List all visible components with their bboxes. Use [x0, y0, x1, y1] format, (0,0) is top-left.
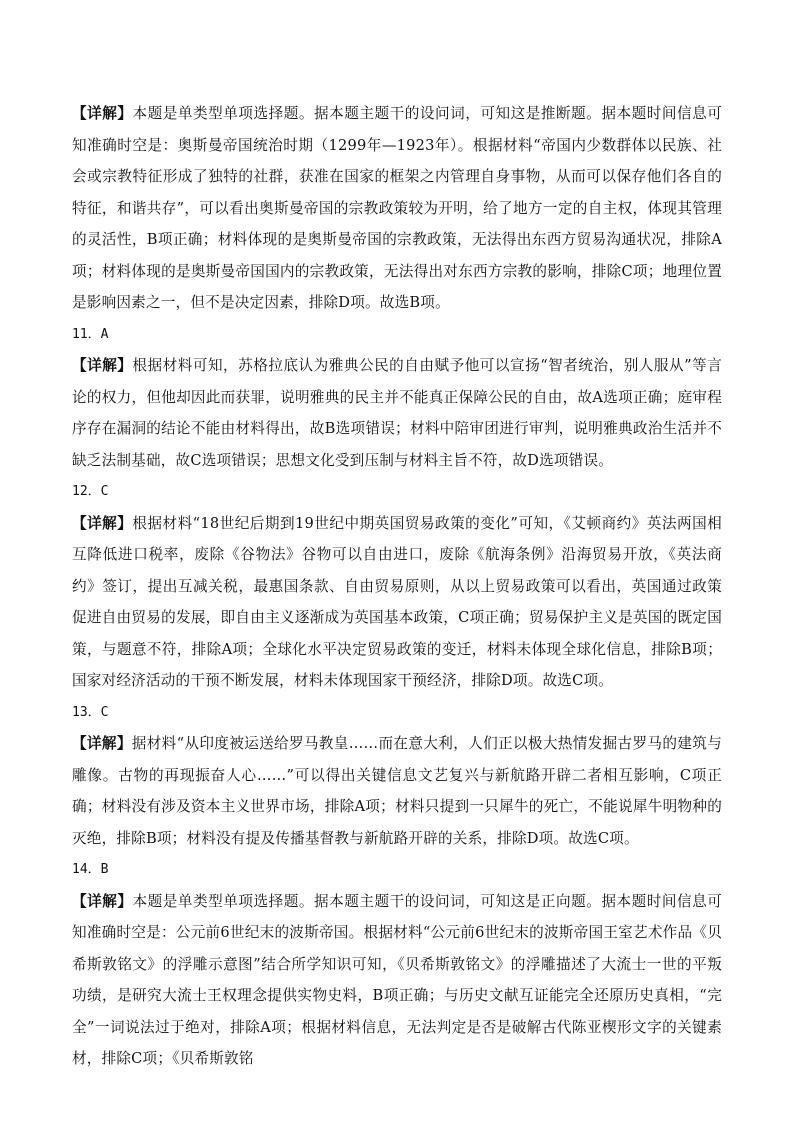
explanation-paragraph-11 — [72, 350, 722, 476]
explanation-text: 据材料“从印度被运送给罗马教皇……而在意大利，人们正以极大热情发掘古罗马的建筑与雕像。古物的再现振奋人心……”可以得出关键信息文艺复兴与新航路开辟二者相互影响，C项正确；材料没有涉及资本主义世界市场，排除A项；材料只提到一只犀牛的死亡，不能说犀牛明物种的灭绝，排除B项；材料没有提及传播基督教与新航路开辟的关系，排除D项。故选C项。 — [72, 735, 722, 847]
answer-label-14: 14．B — [72, 862, 109, 877]
explanation-tag: 【详解】 — [72, 892, 133, 910]
explanation-tag: 【详解】 — [72, 357, 133, 374]
explanation-paragraph-12 — [72, 508, 722, 697]
explanation-text: 本题是单类型单项选择题。据本题主题干的设问词，可知这是推断题。据本题时间信息可知准确时空是：奥斯曼帝国统治时期（1299年—1923年）。根据材料“帝国内少数群体以民族、社会或宗教特征形成了独特的社群，获准在国家的框架之内管理自身事物，从而可以保存他们各自的特征，和谐共存”，可以看出奥斯曼帝国的宗教政策较为开明，给了地方一定的自主权，体现其管理的灵活性，B项正确；材料体现的是奥斯曼帝国的宗教政策，无法得出东西方贸易沟通状况，排除A项；材料体现的是奥斯曼帝国国内的宗教政策，无法得出对东西方宗教的影响，排除C项；地理位置是影响因素之一，但不是决定因素，排除D项。故选B项。 — [72, 105, 722, 311]
answer-label-12: 12．C — [72, 484, 109, 499]
explanation-tag: 【详解】 — [72, 105, 133, 122]
explanation-tag: 【详解】 — [72, 514, 133, 532]
answer-label-11: 11．A — [72, 326, 109, 342]
answer-label-13: 13．C — [72, 704, 109, 720]
explanation-text: 根据材料可知，苏格拉底认为雅典公民的自由赋予他可以宣扬“智者统治，别人服从”等言论的权力，但他却因此而获罪，说明雅典的民主并不能真正保障公民的自由，故A选项正确；庭审程序存在漏洞的结论不能由材料得出，故B选项错误；材料中陪审团进行审判，说明雅典政治生活并不缺乏法制基础，故C选项错误；思想文化受到压制与材料主旨不符，故D选项错误。 — [72, 357, 722, 469]
explanation-text: 本题是单类型单项选择题。据本题主题干的设问词，可知这是正向题。据本题时间信息可知准确时空是：公元前6世纪末的波斯帝国。根据材料“公元前6世纪末的波斯帝国王室艺术作品《贝希斯敦铭文》的浮雕示意图”结合所学知识可知，《贝希斯敦铭文》的浮雕描述了大流士一世的平叛功绩，是研究大流士王权理念提供实物史料，B项正确；与历史文献互证能完全还原历史真相，“完全”一词说法过于绝对，排除A项；根据材料信息，无法判定是否是破解古代陈亚楔形文字的关键素材，排除C项；《贝希斯敦铭 — [72, 892, 722, 1067]
document-body — [72, 98, 722, 1075]
explanation-paragraph-10 — [72, 98, 722, 319]
explanation-paragraph-13 — [72, 728, 722, 854]
explanation-paragraph-14 — [72, 886, 722, 1075]
explanation-text: 根据材料“18世纪后期到19世纪中期英国贸易政策的变化”可知，《艾顿商约》英法两国相互降低进口税率，废除《谷物法》谷物可以自由进口，废除《航海条例》沿海贸易开放，《英法商约》签订，提出互减关税，最惠国条款、自由贸易原则，从以上贸易政策可以看出，英国通过政策促进自由贸易的发展，即自由主义逐渐成为英国基本政策，C项正确；贸易保护主义是英国的既定国策，与题意不符，排除A项；全球化水平决定贸易政策的变迁，材料未体现全球化信息，排除B项；国家对经济活动的干预不断发展，材料未体现国家干预经济，排除D项。故选C项。 — [72, 514, 722, 689]
explanation-tag: 【详解】 — [72, 735, 132, 752]
